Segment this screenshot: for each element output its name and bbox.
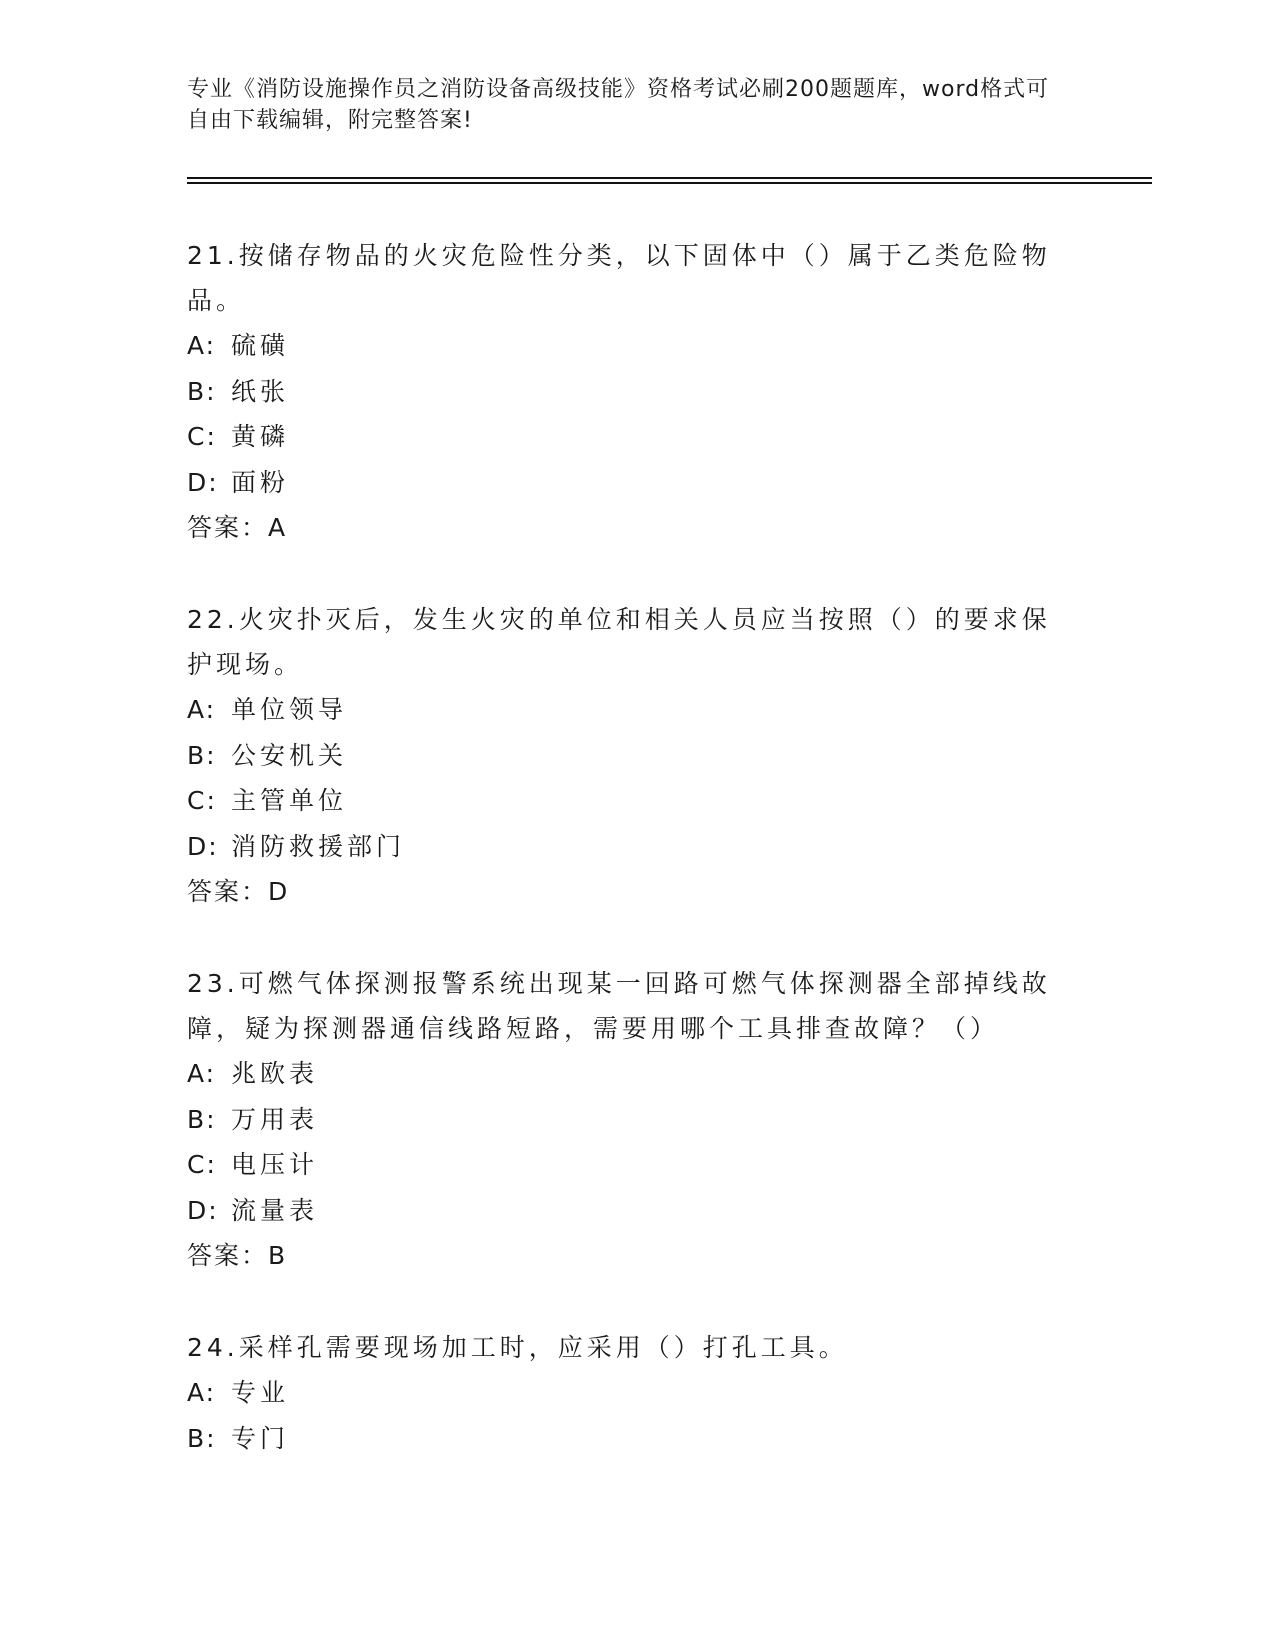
option-d	[187, 460, 1067, 506]
option-text: 专业	[231, 1378, 290, 1407]
option-key: A:	[187, 1059, 217, 1088]
option-text: 流量表	[231, 1195, 319, 1225]
option-b	[187, 1416, 1067, 1462]
option-a	[187, 323, 1067, 369]
option-key: A:	[187, 331, 217, 360]
option-b	[187, 369, 1067, 415]
option-key: D:	[187, 831, 219, 861]
option-text: 万用表	[231, 1104, 319, 1134]
question-22	[187, 597, 1067, 915]
option-key: D:	[187, 467, 219, 497]
answer-line: 答案：B	[187, 1241, 288, 1270]
option-d	[187, 1188, 1067, 1234]
option-key: B:	[187, 740, 217, 770]
option-text: 主管单位	[231, 786, 348, 815]
question-stem: 24.采样孔需要现场加工时，应采用（）打孔工具。	[187, 1333, 848, 1362]
option-text: 黄磷	[231, 422, 290, 451]
document-header: 专业《消防设施操作员之消防设备高级技能》资格考试必刷200题题库，word格式可自由下载编辑，附完整答案!	[187, 77, 1050, 133]
option-key: B:	[187, 376, 217, 406]
option-d	[187, 824, 1067, 870]
option-b	[187, 733, 1067, 779]
question-24	[187, 1325, 1067, 1461]
option-text: 纸张	[231, 376, 290, 406]
option-text: 消防救援部门	[231, 831, 406, 861]
option-key: C:	[187, 422, 217, 451]
option-key: A:	[187, 1378, 217, 1407]
option-a	[187, 1051, 1067, 1097]
option-key: C:	[187, 786, 217, 815]
option-key: B:	[187, 1423, 217, 1453]
question-stem: 22.火灾扑灭后，发生火灾的单位和相关人员应当按照（）的要求保护现场。	[187, 605, 1051, 679]
option-text: 电压计	[231, 1150, 319, 1179]
option-key: D:	[187, 1195, 219, 1225]
option-key: B:	[187, 1104, 217, 1134]
option-c	[187, 414, 1067, 460]
question-21	[187, 233, 1067, 551]
option-text: 兆欧表	[231, 1059, 319, 1088]
question-stem: 21.按储存物品的火灾危险性分类，以下固体中（）属于乙类危险物品。	[187, 241, 1051, 315]
option-text: 专门	[231, 1423, 290, 1453]
option-text: 硫磺	[231, 331, 290, 360]
option-text: 单位领导	[231, 695, 348, 724]
option-b	[187, 1097, 1067, 1143]
question-23	[187, 961, 1067, 1279]
option-a	[187, 687, 1067, 733]
option-c	[187, 1142, 1067, 1188]
header-divider-top	[187, 177, 1152, 179]
header-divider-bottom	[187, 182, 1152, 184]
option-c	[187, 778, 1067, 824]
answer-line: 答案：D	[187, 877, 290, 906]
question-stem: 23.可燃气体探测报警系统出现某一回路可燃气体探测器全部掉线故障，疑为探测器通信线路短路，需要用哪个工具排查故障？（）	[187, 969, 1051, 1043]
option-text: 公安机关	[231, 740, 348, 770]
option-key: A:	[187, 695, 217, 724]
option-a	[187, 1370, 1067, 1416]
answer-line: 答案：A	[187, 513, 288, 542]
option-text: 面粉	[231, 467, 290, 497]
option-key: C:	[187, 1150, 217, 1179]
